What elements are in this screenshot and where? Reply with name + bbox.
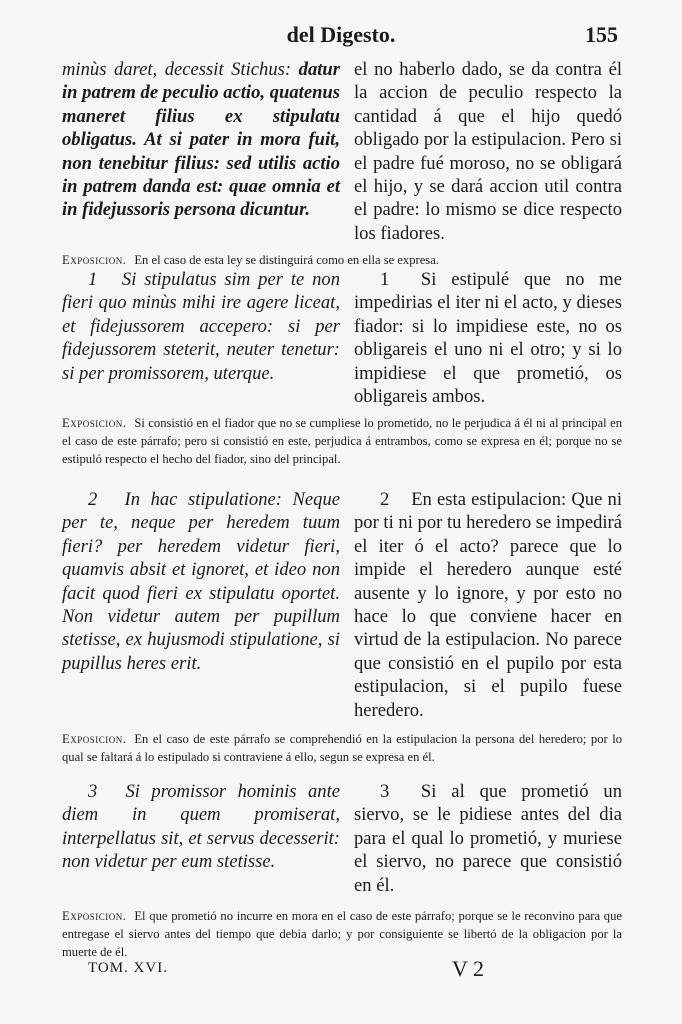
volume-mark: TOM. XVI. — [88, 960, 168, 976]
paragraph-spanish-text: Si al que prometió un siervo, se le pidiese antes del dia para el qual lo prometió, y muriese el siervo, no parece que consistió en él. — [354, 781, 622, 896]
paragraph-3 — [62, 780, 622, 961]
paragraph-latin-text: In hac stipulatione: Neque per te, neque per heredem tuum fieri? per heredem videtur fieri, quamvis absit et ignoret, et ideo non facit quod fieri ex stipulatu oportet. Non videtur autem per pupillum stetisse, ex hujusmodi stipulatione, si pupillus heres erit. — [62, 489, 340, 674]
intro-latin-start: minùs daret, decessit Stichus: — [62, 59, 299, 80]
exposition-label: Exposicion. — [62, 732, 127, 747]
paragraph-number: 1 — [380, 269, 390, 290]
paragraph-number: 3 — [88, 781, 98, 802]
exposition-text: El que prometió no incurre en mora en el caso de este párrafo; porque se le reconvino para que entregase el siervo antes del tiempo que debia darlo; y por consiguiente se libertó de la obligacion por la muerte de él. — [62, 909, 622, 960]
exposition-label: Exposicion. — [62, 416, 127, 431]
page-header — [0, 22, 682, 52]
exposition-text: En el caso de esta ley se distinguirá como en ella se expresa. — [134, 253, 439, 268]
paragraph-3-spanish — [354, 780, 622, 897]
page-number: 155 — [585, 22, 618, 47]
paragraph-number: 2 — [88, 489, 98, 510]
intro-spanish: el no haberlo dado, se da contra él la accion de peculio respecto la cantidad á que el hijo quedó obligado por la estipulacion. Pero si el padre fué moroso, no se obligará el hijo, y se dará accion util contra el padre: lo mismo se dice respecto los fiadores. — [354, 59, 622, 244]
paragraph-2-latin — [62, 488, 340, 722]
paragraph-3-latin — [62, 780, 340, 897]
paragraph-latin-text: Si promissor hominis ante diem in quem promiserat, interpellatus sit, et servus decesserit: non videtur per eum stetisse. — [62, 781, 341, 873]
paragraph-spanish-text: Si estipulé que no me impedirias el iter ni el acto, y dieses fiador: si lo impidiese este, no os obligareis el uno ni el otro; y si lo impidiese el que prometió, os obligareis ambos. — [354, 269, 622, 408]
exposition-text: Si consistió en el fiador que no se cumpliese lo prometido, no le perjudica á él ni al principal en el caso de este párrafo; pero si consistió en este, perjudica á entrambos, como se expresa en él; porque no se estipuló respecto el hecho del fiador, sino del principal. — [62, 416, 622, 467]
exposition-text: En el caso de este párrafo se comprehendió en la estipulacion la persona del heredero; por lo qual se faltará á lo estipulado si contraviene á ello, segun se expresa en él. — [62, 732, 622, 765]
paragraph-1 — [62, 268, 622, 468]
intro-latin-bold: datur in patrem de peculio actio, quatenus maneret filius ex stipulatu obligatus. At si pater in mora fuit, non tenebitur filius: sed utilis actio in patrem danda est: quae omnia et in fidejussoris persona dicuntur. — [62, 59, 340, 221]
page-footer — [62, 956, 622, 984]
running-title: del Digesto. — [286, 22, 396, 47]
paragraph-latin-text: Si stipulatus sim per te non fieri quo minùs mihi ire agere liceat, et fidejussorem accepero: si per fidejussorem steterit, neuter tenetur: si per promissorem, uterque. — [62, 269, 341, 384]
intro-exposition — [62, 251, 622, 269]
paragraph-2-spanish — [354, 488, 622, 722]
signature-mark: V 2 — [452, 956, 484, 981]
paragraph-number: 2 — [380, 489, 390, 510]
paragraph-number: 1 — [88, 269, 98, 290]
exposition-label: Exposicion. — [62, 253, 127, 268]
paragraph-3-exposition — [62, 907, 622, 961]
exposition-label: Exposicion. — [62, 909, 127, 924]
paragraph-1-latin — [62, 268, 340, 408]
intro-latin — [62, 58, 340, 245]
paragraph-number: 3 — [380, 781, 390, 802]
paragraph-1-spanish — [354, 268, 622, 408]
paragraph-spanish-text: En esta estipulacion: Que ni por ti ni por tu heredero se impedirá el iter ó el acto? parece que lo impide el heredero aunque esté ausente y lo ignore, y por esto no hace lo que conviene hacer en virtud de la estipulacion. No parece que consistió en el pupilo por esta estipulacion, si el pupilo fuese heredero. — [354, 489, 622, 721]
paragraph-1-exposition — [62, 414, 622, 468]
paragraph-2-exposition — [62, 730, 622, 766]
paragraph-2 — [62, 488, 622, 766]
intro-section — [62, 58, 622, 269]
